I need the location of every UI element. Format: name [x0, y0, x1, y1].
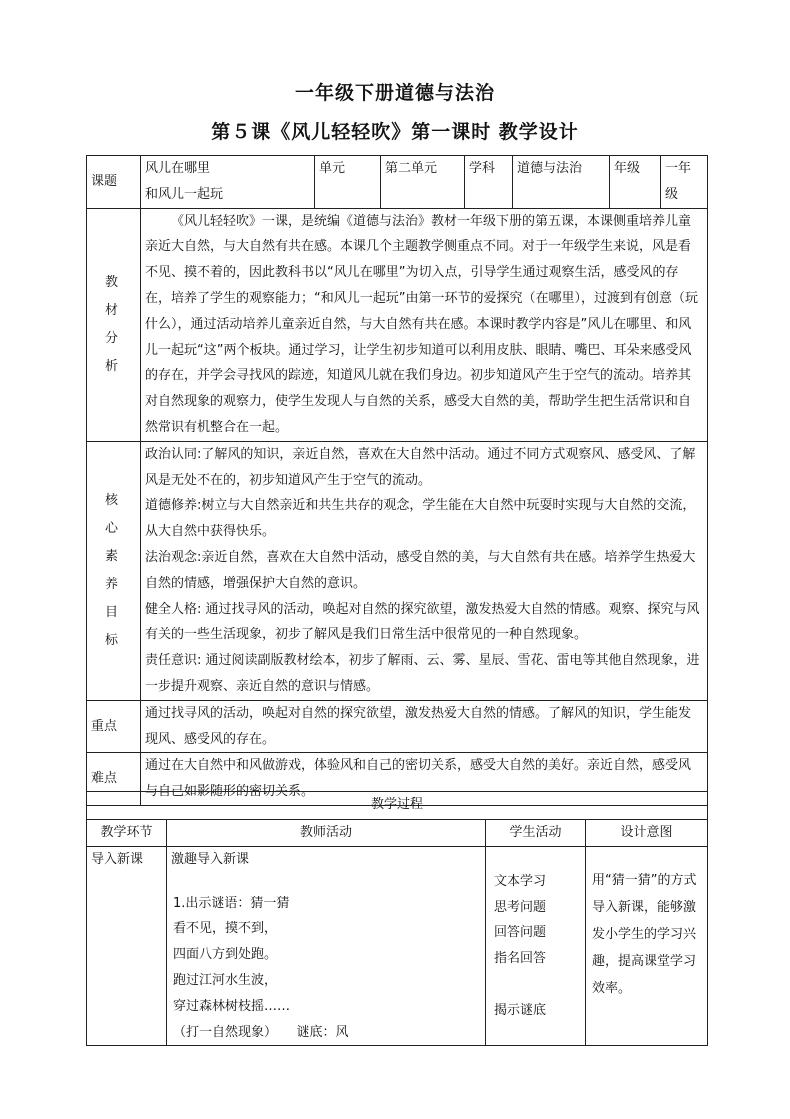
lesson-value-line1: 风儿在哪里 — [145, 161, 211, 176]
student-activity — [486, 846, 586, 1046]
student-line: 思考问题 — [494, 899, 547, 915]
student-line: 回答问题 — [494, 925, 547, 941]
col-intent-header: 设计意图 — [586, 820, 708, 847]
goal-political: 政治认同:了解风的知识，亲近自然，喜欢在大自然中活动。通过不同方式观察风、感受风、了解风是无处不在的，初步知道风产生于空气的流动。 — [145, 446, 696, 488]
unit-label: 单元 — [315, 156, 381, 209]
teacher-activity-title: 激趣导入新课 — [171, 851, 250, 867]
teaching-process-table — [86, 791, 708, 1046]
goal-responsibility: 责任意识: 通过阅读副版教材绘本，初步了解雨、云、雾、星辰、雪花、雷电等其他自然现象，进一步提升观察、亲近自然的意识与情感。 — [145, 653, 700, 694]
student-line: 指名回答 — [494, 951, 547, 967]
grade-value: 一年级 — [661, 156, 708, 209]
goals-label-line1: 核 心 — [104, 492, 128, 536]
lesson-label: 课题 — [87, 156, 141, 209]
col-step-header: 教学环节 — [87, 820, 167, 847]
subject-label: 学科 — [465, 156, 513, 209]
design-intent-text: 用“猜一猜”的方式导入新课，能够激发小学生的学习兴趣，提高课堂学习效率。 — [592, 872, 697, 996]
lesson-value-line2: 和风儿一起玩 — [145, 186, 224, 202]
step-intro: 导入新课 — [87, 846, 167, 1046]
col-teacher-header: 教师活动 — [167, 820, 486, 847]
student-line: 揭示谜底 — [494, 1002, 547, 1018]
goals-label-line2: 素 养 — [104, 548, 128, 592]
goals-label-line3: 目 标 — [104, 604, 128, 648]
design-intent — [586, 846, 708, 1046]
analysis-label — [87, 208, 141, 441]
student-line: 文本学习 — [494, 873, 547, 889]
lesson-info-table — [86, 155, 708, 806]
document-subtitle: 第５课《风儿轻轻吹》第一课时 教学设计 — [211, 121, 579, 143]
riddle-line: 跑过江河水生波， — [173, 972, 278, 988]
goal-law: 法治观念:亲近自然，喜欢在大自然中活动，感受自然的美，与大自然有共在感。培养学生热爱大自然的情感，增强保护大自然的意识。 — [145, 549, 696, 591]
riddle-line: （打一自然现象） 谜底：风 — [173, 1024, 349, 1040]
analysis-label-line1: 教 材 — [104, 274, 128, 318]
col-student-header: 学生活动 — [486, 820, 586, 847]
analysis-label-line2: 分 析 — [104, 330, 128, 374]
riddle-line: 穿过森林树枝摇…… — [173, 998, 291, 1014]
document-title: 一年级下册道德与法治 — [294, 82, 495, 104]
analysis-text: 《风儿轻轻吹》一课，是统编《道德与法治》教材一年级下册的第五课，本课侧重培养儿童亲近大自然，与大自然有共在感。本课几个主题教学侧重点不同。对于一年级学生来说，风是看不见、摸不着的，因此教科书以“风儿在哪里”为切入点，引导学生通过观察生活，感受风的存在，培养了学生的观察能力；“和风儿一起玩”由第一环节的爱探究（在哪里），过渡到有创意（玩什么），通过活动培养儿童亲近自然，与大自然有共在感。本课时教学内容是”风儿在哪里、和风儿一起玩“这”两个板块。通过学习，让学生初步知道可以利用皮肤、眼睛、嘴巴、耳朵来感受风的存在，并学会寻找风的踪迹，知道风儿就在我们身边。初步知道风产生于空气的流动。培养其对自然现象的观察力，使学生发现人与自然的关系，感受大自然的美，帮助学生把生活常识和自然常识有机整合在一起。 — [145, 213, 698, 435]
difficulty-text: 通过在大自然中和风做游戏，体验风和自己的密切关系，感受大自然的美好。亲近自然，感受风与自己如影随形的密切关系。 — [141, 753, 708, 806]
process-heading: 教学过程 — [87, 792, 708, 820]
lesson-value — [141, 156, 315, 209]
teacher-activity — [167, 846, 486, 1046]
unit-value: 第二单元 — [381, 156, 465, 209]
riddle-block — [171, 891, 481, 1046]
student-line-empty — [494, 972, 581, 998]
key-point-label: 重点 — [87, 700, 141, 753]
riddle-line: 四面八方到处跑。 — [173, 947, 278, 963]
riddle-line: 看不见，摸不到， — [173, 921, 278, 937]
goals-label — [87, 441, 141, 700]
difficulty-label: 难点 — [87, 753, 141, 806]
subject-value: 道德与法治 — [513, 156, 610, 209]
grade-label: 年级 — [610, 156, 661, 209]
key-point-text: 通过找寻风的活动，唤起对自然的探究欲望，激发热爱大自然的情感。了解风的知识，学生能发现风、感受风的存在。 — [141, 700, 708, 753]
goal-personality: 健全人格: 通过找寻风的活动，唤起对自然的探究欲望，激发热爱大自然的情感。观察、探究与风有关的一些生活现象，初步了解风是我们日常生活中很常见的一种自然现象。 — [145, 601, 700, 643]
analysis-content — [141, 208, 708, 441]
goals-content — [141, 441, 708, 700]
goal-moral: 道德修养:树立与大自然亲近和共生共存的观念，学生能在大自然中玩耍时实现与大自然的交流，从大自然中获得快乐。 — [145, 498, 696, 540]
riddle-line: 1.出示谜语：猜一猜 — [173, 895, 290, 911]
